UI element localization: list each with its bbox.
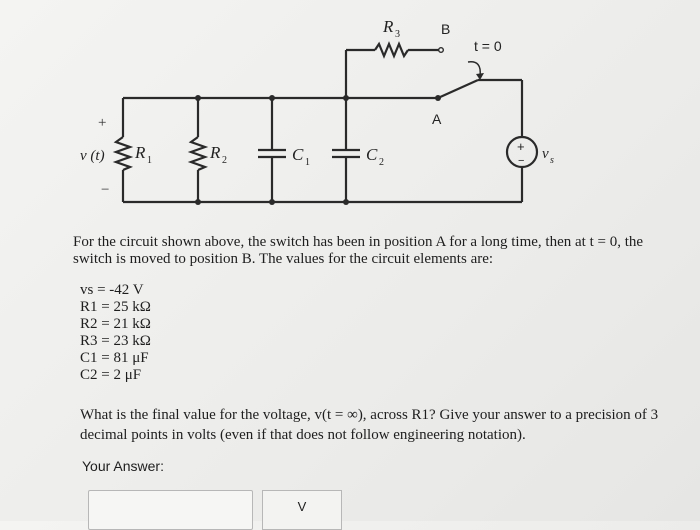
source-plus: +: [517, 139, 525, 154]
r2-sub: 2: [222, 155, 227, 166]
value-vs: vs = -42 V: [80, 282, 144, 298]
c1-sub: 1: [305, 157, 310, 168]
answer-label: Your Answer:: [82, 458, 164, 474]
unit-select[interactable]: V: [262, 490, 342, 530]
value-c2: C2 = 2 μF: [80, 367, 142, 383]
c1-label: C: [292, 145, 304, 164]
value-r2: R2 = 21 kΩ: [80, 316, 151, 332]
switch-time-label: t = 0: [474, 38, 502, 54]
r2-label: R: [210, 143, 221, 162]
position-b-label: B: [441, 21, 451, 37]
r3-label: R: [383, 17, 394, 36]
v-label: v (t): [80, 148, 105, 164]
r3-sub: 3: [395, 29, 400, 40]
r1-sub: 1: [147, 155, 152, 166]
plus-sign: +: [98, 115, 107, 131]
minus-sign: −: [101, 182, 110, 198]
problem-intro: For the circuit shown above, the switch has been in position A for a long time, then at t = 0, the switch is moved to position B. The values for the circuit elements are:: [73, 234, 644, 267]
position-a-label: A: [432, 111, 442, 127]
value-r1: R1 = 25 kΩ: [80, 299, 151, 315]
c2-label: C: [366, 145, 378, 164]
vs-label: v: [542, 146, 549, 162]
c2-sub: 2: [379, 157, 384, 168]
question-text: What is the final value for the voltage, v(t = ∞), across R1? Give your answer to a precision of 3 decimal points in volts (even if that does not follow engineering notation).: [80, 407, 659, 443]
r1-label: R: [135, 143, 146, 162]
element-values: [80, 282, 151, 384]
circuit-diagram: [0, 0, 700, 230]
value-c1: C1 = 81 μF: [80, 350, 149, 366]
source-minus: −: [518, 155, 525, 167]
answer-input[interactable]: [88, 490, 253, 530]
vs-sub: s: [550, 155, 554, 166]
value-r3: R3 = 23 kΩ: [80, 333, 151, 349]
